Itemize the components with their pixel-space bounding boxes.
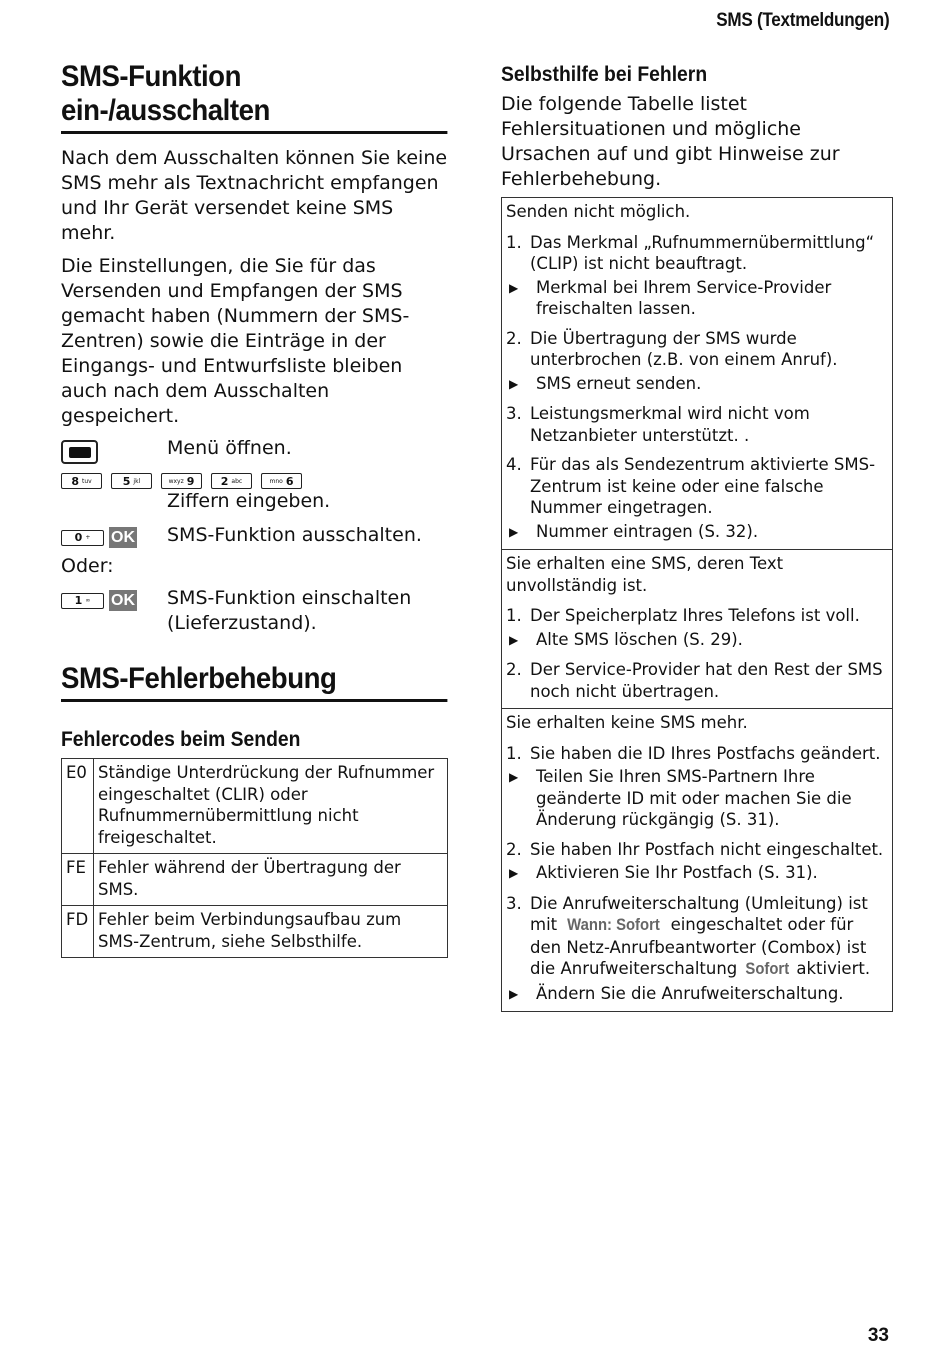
section-incomplete-sms: Sie erhalten eine SMS, deren Text unvollständig ist. 1. Der Speicherplatz Ihres Telefons ist voll. ▶ Alte SMS löschen (S. 29). 2. Der Service-Provider hat den Rest der SMS noch nicht übertragen. bbox=[502, 549, 892, 708]
key-8-icon: 8 tuv bbox=[61, 473, 102, 489]
hint-item: ▶ Teilen Sie Ihren SMS-Partnern Ihre geänderte ID mit oder machen Sie die Änderung rückgängig (S. 31). bbox=[506, 766, 888, 831]
ok-key-icon: OK bbox=[111, 529, 135, 546]
list-item: 1. Der Speicherplatz Ihres Telefons ist voll. bbox=[506, 606, 860, 625]
hint-item: ▶ Nummer eintragen (S. 32). bbox=[506, 521, 888, 544]
page-number: 33 bbox=[867, 1325, 889, 1346]
paragraph-self-help-intro: Die folgende Tabelle listet Fehlersituationen und mögliche Ursachen auf und gibt Hinweise zur Fehlerbehebung. bbox=[501, 93, 840, 190]
list-item: 2. Sie haben Ihr Postfach nicht eingeschaltet. bbox=[506, 839, 884, 859]
paragraph-settings: Die Einstellungen, die Sie für das Versenden und Empfangen der SMS gemacht haben (Nummern der SMS-Zentren) sowie die Einträge in der Eingangs- und Entwurfsliste bleiben auch nach dem Ausschalten gespeichert. bbox=[61, 255, 410, 427]
display-text: Sofort bbox=[744, 960, 789, 978]
or-label: Oder: bbox=[61, 555, 114, 577]
list-item: 2. Der Service-Provider hat den Rest der SMS noch nicht übertragen. bbox=[506, 660, 883, 701]
key-2-icon: 2 abc bbox=[211, 473, 252, 489]
heading-troubleshooting: SMS-Fehlerbehebung bbox=[61, 662, 447, 702]
left-column bbox=[61, 60, 448, 958]
hint-item: ▶ Alte SMS löschen (S. 29). bbox=[506, 629, 888, 652]
hint-item: ▶ Ändern Sie die Anrufweiterschaltung. bbox=[506, 983, 888, 1006]
list-item: 3. Leistungsmerkmal wird nicht vom Netzanbieter unterstützt. . bbox=[506, 404, 810, 445]
heading-self-help: Selbsthilfe bei Fehlern bbox=[501, 63, 708, 86]
step-sms-on: 1 ∞ OK SMS-Funktion einschalten (Lieferzustand). bbox=[61, 586, 448, 636]
table-row: E0 Ständige Unterdrückung der Rufnummer eingeschaltet (CLIR) oder Rufnummernübermittlung nicht freigeschaltet. bbox=[62, 759, 448, 854]
arrow-icon: ▶ bbox=[509, 770, 519, 784]
step-open-menu: Menü öffnen. bbox=[61, 436, 448, 464]
arrow-icon: ▶ bbox=[509, 866, 519, 880]
step-sms-off: 0 + OK SMS-Funktion ausschalten. bbox=[61, 523, 448, 548]
list-item: 4. Für das als Sendezentrum aktivierte SMS-Zentrum ist keine oder eine falsche Nummer eingetragen. bbox=[506, 455, 876, 517]
arrow-icon: ▶ bbox=[509, 986, 519, 1001]
step-enter-digits: Ziffern eingeben. bbox=[167, 490, 331, 512]
arrow-icon: ▶ bbox=[509, 280, 519, 295]
key-9-icon: wxyz 9 bbox=[161, 473, 202, 489]
section-cannot-send: Senden nicht möglich. 1. Das Merkmal „Rufnummernübermittlung“ (CLIP) ist nicht beauftragt. ▶ Merkmal bei Ihrem Service-Provider freischalten lassen. 2. Die Übertragung der SMS wurde unterbrochen (z.B. von einem Anruf). ▶ SMS erneut senden. 3. Leistungsmerkmal wird nicht vom Netzanbieter unterstützt. . 4. Für das als Sendezentrum aktivierte SMS-Zentrum ist keine oder eine falsche Nummer eingetragen. ▶ Nummer eintragen (S. 32). bbox=[502, 198, 892, 549]
self-help-table bbox=[501, 197, 893, 1012]
table-row: FD Fehler beim Verbindungsaufbau zum SMS-Zentrum, siehe Selbsthilfe. bbox=[62, 906, 448, 958]
arrow-icon: ▶ bbox=[509, 632, 519, 647]
table-row: FE Fehler während der Übertragung der SMS. bbox=[62, 854, 448, 906]
paragraph-intro: Nach dem Ausschalten können Sie keine SMS mehr als Textnachricht empfangen und Ihr Gerät versendet keine SMS mehr. bbox=[61, 147, 448, 244]
key-1-icon: 1 ∞ bbox=[61, 593, 104, 609]
hint-item: ▶ Merkmal bei Ihrem Service-Provider freischalten lassen. bbox=[506, 277, 888, 320]
list-item: 2. Die Übertragung der SMS wurde unterbrochen (z.B. von einem Anruf). bbox=[506, 328, 838, 369]
heading-sms-toggle: SMS-Funktion ein-/ausschalten bbox=[61, 60, 447, 134]
hint-item: ▶ Aktivieren Sie Ihr Postfach (S. 31). bbox=[506, 862, 888, 885]
running-header: SMS (Textmeldungen) bbox=[715, 10, 889, 31]
right-column bbox=[501, 60, 891, 1012]
heading-error-codes: Fehlercodes beim Senden bbox=[61, 728, 301, 751]
list-item: 1. Das Merkmal „Rufnummernübermittlung“ (CLIP) ist nicht beauftragt. bbox=[506, 232, 875, 273]
key-5-icon: 5 jkl bbox=[111, 473, 152, 489]
key-6-icon: mno 6 bbox=[261, 473, 302, 489]
display-text: Wann: Sofort bbox=[567, 916, 661, 934]
arrow-icon: ▶ bbox=[509, 524, 519, 539]
hint-item: ▶ SMS erneut senden. bbox=[506, 373, 888, 396]
error-code-table bbox=[61, 758, 448, 958]
list-item: 3. Die Anrufweiterschaltung (Umleitung) ist mit Wann: Sofort eingeschaltet oder für den Netz-Anrufbeantworter (Combox) ist die Anrufweiterschaltung Sofort aktiviert. bbox=[506, 893, 888, 981]
ok-key-icon: OK bbox=[111, 592, 135, 609]
key-0-icon: 0 + bbox=[61, 530, 104, 546]
menu-key-icon bbox=[61, 440, 98, 464]
section-no-sms: Sie erhalten keine SMS mehr. 1. Sie haben die ID Ihres Postfachs geändert. ▶ Teilen Sie Ihren SMS-Partnern Ihre geänderte ID mit oder machen Sie die Änderung rückgängig (S. 31). 2. Sie haben Ihr Postfach nicht eingeschaltet. ▶ Aktivieren Sie Ihr Postfach (S. 31). 3. Die Anrufweiterschaltung (Umleitung) ist mit Wann: Sofort eingeschaltet oder für den Netz-Anrufbeantworter (Combox) ist die Anrufweiterschaltung Sofort aktiviert. ▶ Ändern Sie die Anrufweiterschaltung. bbox=[502, 708, 892, 1011]
list-item: 1. Sie haben die ID Ihres Postfachs geändert. bbox=[506, 743, 881, 763]
digit-key-row bbox=[61, 473, 448, 489]
arrow-icon: ▶ bbox=[509, 376, 519, 391]
